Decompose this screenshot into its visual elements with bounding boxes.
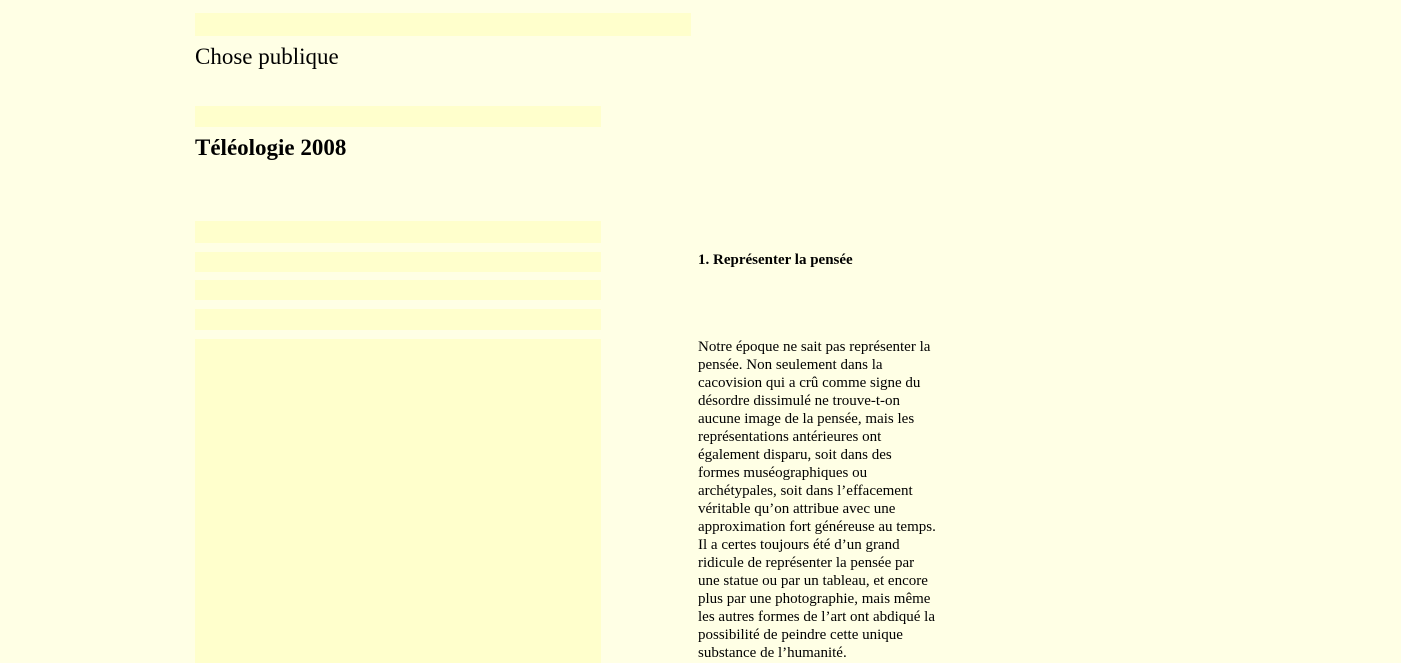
body-line: possibilité de peindre cette unique <box>698 627 903 643</box>
page-title: Téléologie 2008 <box>195 135 347 160</box>
body-line: formes muséographiques ou <box>698 465 868 481</box>
body-line: également disparu, soit dans des <box>698 447 892 463</box>
body-line: archétypales, soit dans l’effacement <box>698 483 913 499</box>
site-title[interactable]: Chose publique <box>195 44 339 69</box>
sidebar-block-1 <box>195 221 601 243</box>
body-line: Notre époque ne sait pas représenter la <box>698 339 931 355</box>
sidebar-panel <box>195 339 601 663</box>
sidebar-block-2 <box>195 252 601 272</box>
sidebar-block-3 <box>195 280 601 300</box>
body-line: aucune image de la pensée, mais les <box>698 411 915 427</box>
title-bar <box>195 106 601 127</box>
section-heading: 1. Représenter la pensée <box>698 252 853 268</box>
body-line: une statue ou par un tableau, et encore <box>698 573 928 589</box>
body-line: les autres formes de l’art ont abdiqué la <box>698 609 935 625</box>
body-line: Il a certes toujours été d’un grand <box>698 537 900 553</box>
body-line: pensée. Non seulement dans la <box>698 357 883 373</box>
body-line: représentations antérieures ont <box>698 429 882 445</box>
article-body <box>698 338 960 662</box>
body-line: cacovision qui a crû comme signe du <box>698 375 921 391</box>
body-line: véritable qu’on attribue avec une <box>698 501 896 517</box>
body-line: substance de l’humanité. <box>698 645 847 661</box>
body-line: approximation fort généreuse au temps. <box>698 519 936 535</box>
header-bar <box>195 13 691 36</box>
body-line: ridicule de représenter la pensée par <box>698 555 915 571</box>
sidebar-block-4 <box>195 309 601 330</box>
body-line: désordre dissimulé ne trouve-t-on <box>698 393 901 409</box>
body-line: plus par une photographie, mais même <box>698 591 931 607</box>
